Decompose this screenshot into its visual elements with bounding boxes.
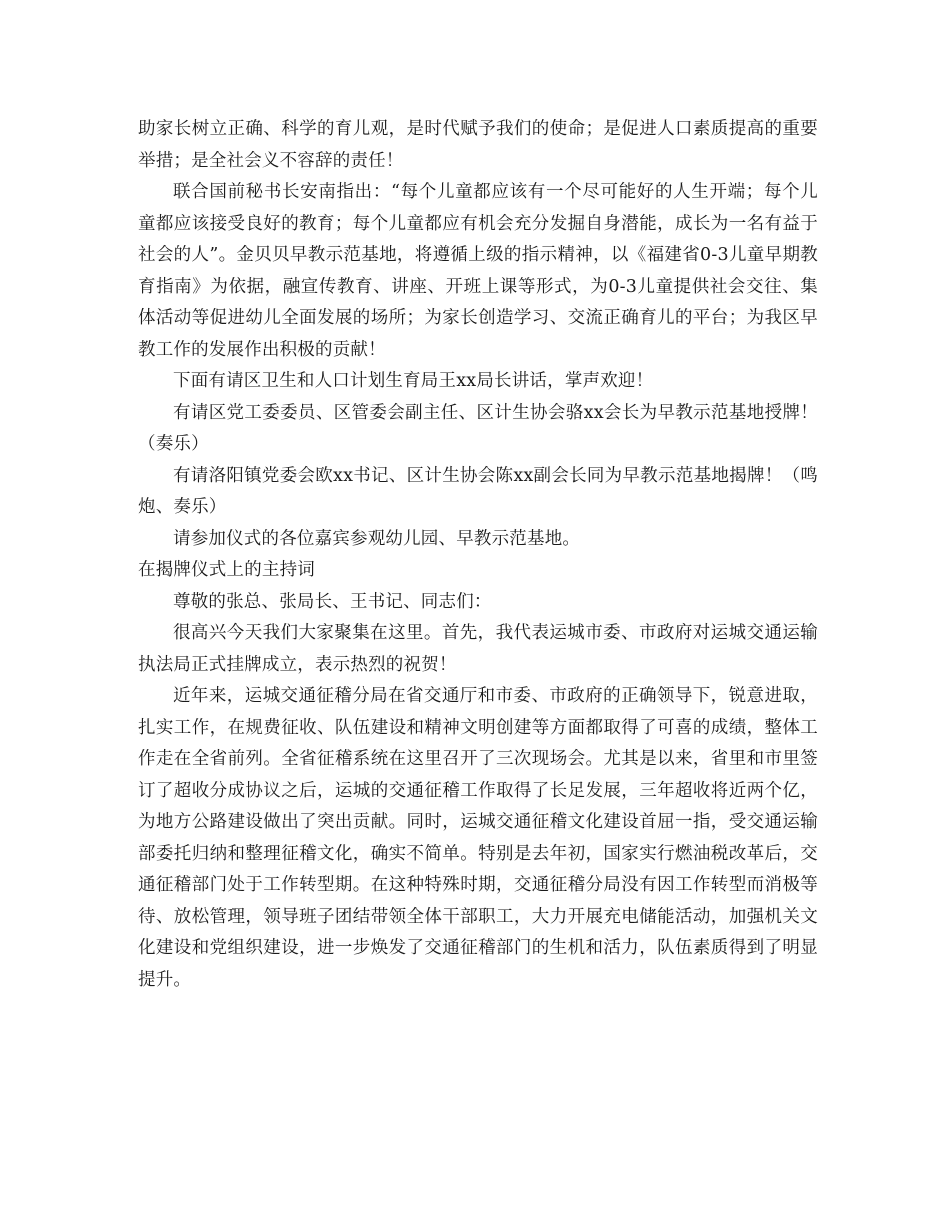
paragraph-unveil-plaque: 有请洛阳镇党委会欧xx书记、区计生协会陈xx副会长同为早教示范基地揭牌！（鸣炮、奏乐） — [138, 465, 818, 517]
paragraph-congratulation: 很高兴今天我们大家聚集在这里。首先，我代表运城市委、市政府对运城交通运输执法局正式挂牌成立，表示热烈的祝贺！ — [138, 623, 818, 675]
paragraph-speech-invite: 下面有请区卫生和人口计划生育局王xx局长讲话，掌声欢迎！ — [173, 371, 654, 391]
paragraph-award-plaque: 有请区党工委委员、区管委会副主任、区计生协会骆xx会长为早教示范基地授牌！（奏乐） — [138, 402, 818, 454]
paragraph-visit: 请参加仪式的各位嘉宾参观幼儿园、早教示范基地。 — [173, 528, 581, 549]
paragraph-salutation: 尊敬的张总、张局长、王书记、同志们： — [173, 591, 492, 612]
paragraph-continuation: 助家长树立正确、科学的育儿观，是时代赋予我们的使命；是促进人口素质提高的重要举措；是全社会义不容辞的责任！ — [138, 119, 818, 171]
section-title: 在揭牌仪式上的主持词 — [138, 560, 315, 580]
paragraph-achievements: 近年来，运城交通征稽分局在省交通厅和市委、市政府的正确领导下，锐意进取，扎实工作，在规费征收、队伍建设和精神文明创建等方面都取得了可喜的成绩，整体工作走在全省前列。全省征稽系统在这里召开了三次现场会。尤其是以来，省里和市里签订了超收分成协议之后，运城的交通征稽工作取得了长足发展，三年超收将近两个亿，为地方公路建设做出了突出贡献。同时，运城交通征稽文化建设首屈一指，受交通运输部委托归纳和整理征稽文化，确实不简单。特别是去年初，国家实行燃油税改革后，交通征稽部门处于工作转型期。在这种特殊时期，交通征稽分局没有因工作转型而消极等待、放松管理，领导班子团结带领全体干部职工，大力开展充电储能活动，加强机关文化建设和党组织建设，进一步焕发了交通征稽部门的生机和活力，队伍素质得到了明显提升。 — [138, 686, 818, 990]
document-body — [138, 114, 818, 996]
paragraph-annan-quote: 联合国前秘书长安南指出：“每个儿童都应该有一个尽可能好的人生开端；每个儿童都应该接受良好的教育；每个儿童都应有机会充分发掘自身潜能，成长为一名有益于社会的人”。金贝贝早教示范基地，将遵循上级的指示精神，以《福建省0-3儿童早期教育指南》为依据，融宣传教育、讲座、开班上课等形式，为0-3儿童提供社会交往、集体活动等促进幼儿全面发展的场所；为家长创造学习、交流正确育儿的平台；为我区早教工作的发展作出积极的贡献！ — [138, 182, 818, 360]
